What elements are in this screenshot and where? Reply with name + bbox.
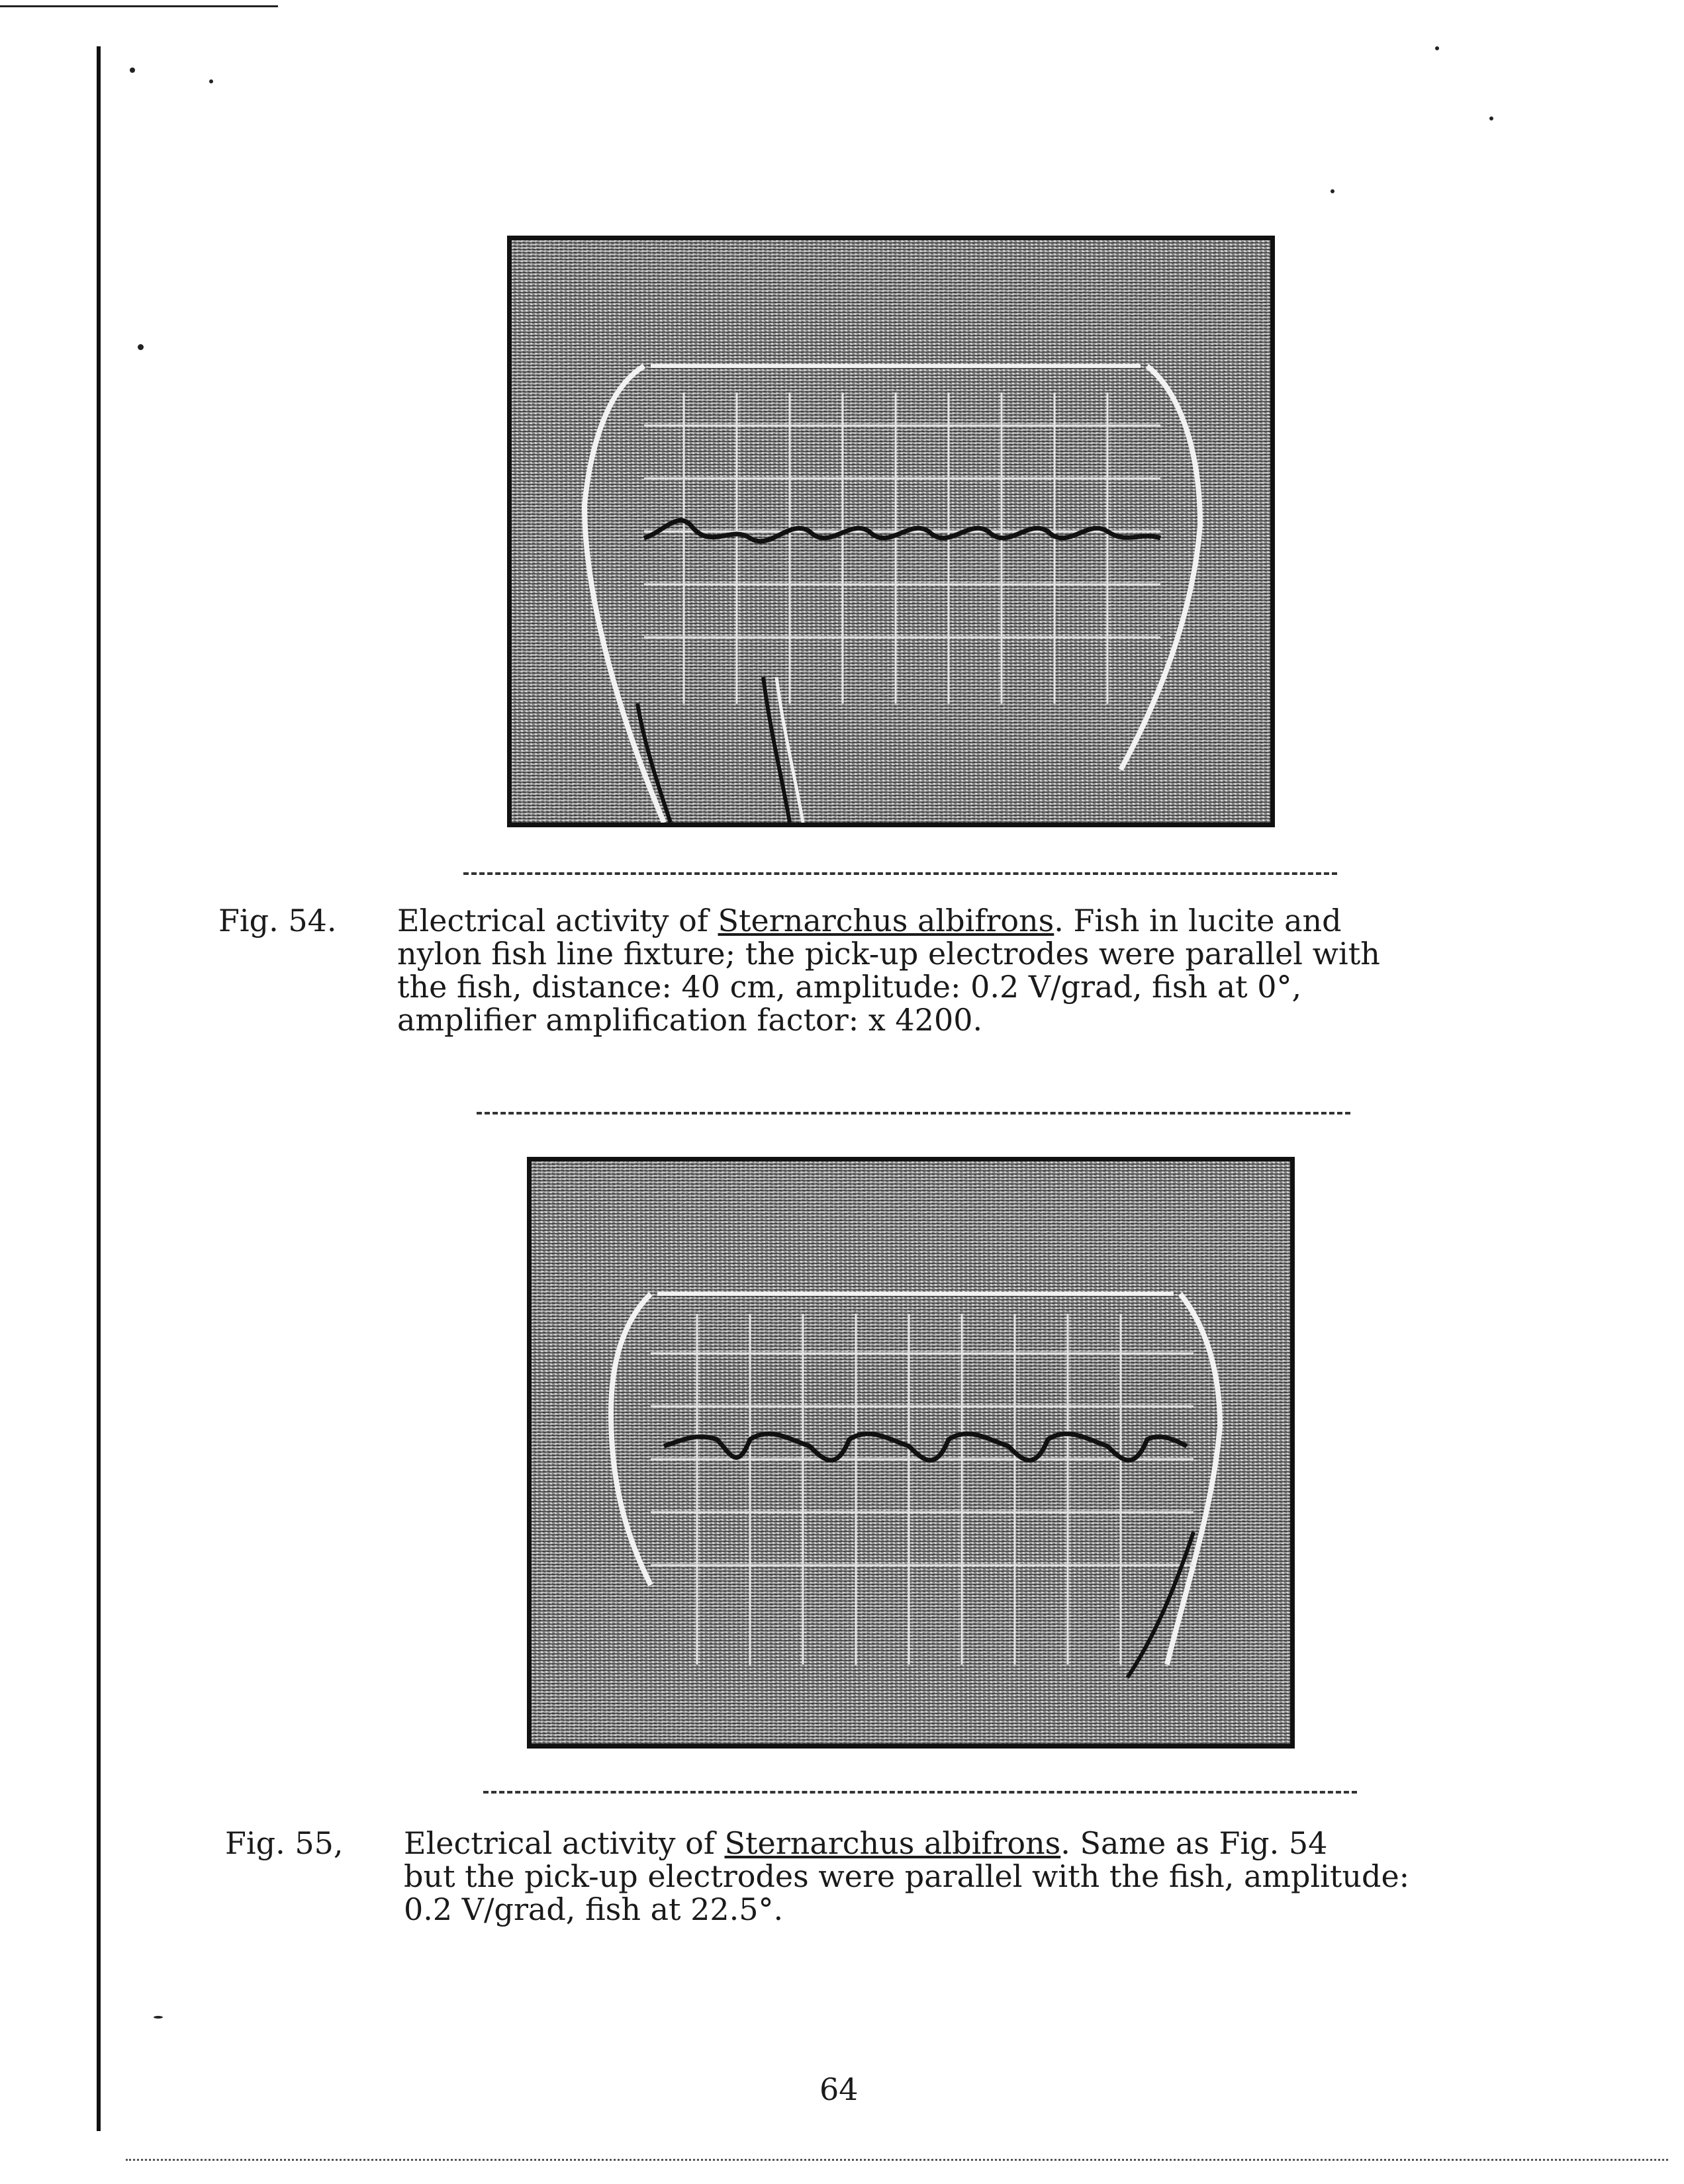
caption-55-pre: Electrical activity of bbox=[404, 1825, 725, 1861]
page-number: 64 bbox=[819, 2071, 859, 2107]
oscilloscope-trace-55 bbox=[532, 1161, 1290, 1744]
caption-54-species: Sternarchus albifrons bbox=[718, 903, 1054, 938]
figure-55-top-rule bbox=[477, 1112, 1350, 1115]
scan-speck bbox=[1489, 116, 1493, 120]
caption-55-species: Sternarchus albifrons bbox=[724, 1825, 1061, 1861]
scan-speck bbox=[1331, 189, 1334, 193]
scan-speck bbox=[138, 344, 144, 350]
scan-edge-line bbox=[0, 5, 278, 7]
figure-54-oscilloscope-photo bbox=[507, 236, 1275, 827]
scan-speck bbox=[209, 79, 213, 83]
figure-55-bottom-rule bbox=[483, 1791, 1357, 1794]
scan-edge-line-bottom bbox=[126, 2159, 1668, 2161]
figure-55-caption bbox=[225, 1827, 1542, 1946]
binding-margin-line bbox=[97, 46, 101, 2131]
oscilloscope-trace-54 bbox=[512, 240, 1270, 823]
figure-54-caption bbox=[218, 904, 1542, 1056]
scan-speck bbox=[130, 68, 135, 73]
caption-55-post: . Same as Fig. 54 but the pick-up electrodes were parallel with the fish, amplitude: 0.2 V/grad, fish at 22.5°. bbox=[404, 1825, 1410, 1927]
figure-54-bottom-rule bbox=[463, 872, 1337, 875]
caption-54-post: . Fish in lucite and nylon fish line fixture; the pick-up electrodes were parallel with the fish, distance: 40 cm, amplitude: 0.2 V/grad, fish at 0°, amplifier amplification factor: x 4200. bbox=[397, 903, 1380, 1038]
caption-54-pre: Electrical activity of bbox=[397, 903, 718, 938]
scan-speck bbox=[1435, 46, 1439, 50]
figure-55-caption-text bbox=[404, 1827, 1542, 1926]
figure-54-caption-text bbox=[397, 904, 1542, 1036]
figure-55-label: Fig. 55, bbox=[225, 1825, 344, 1861]
scan-speck bbox=[154, 2016, 163, 2019]
figure-54-label: Fig. 54. bbox=[218, 903, 337, 938]
figure-55-oscilloscope-photo bbox=[527, 1157, 1295, 1749]
